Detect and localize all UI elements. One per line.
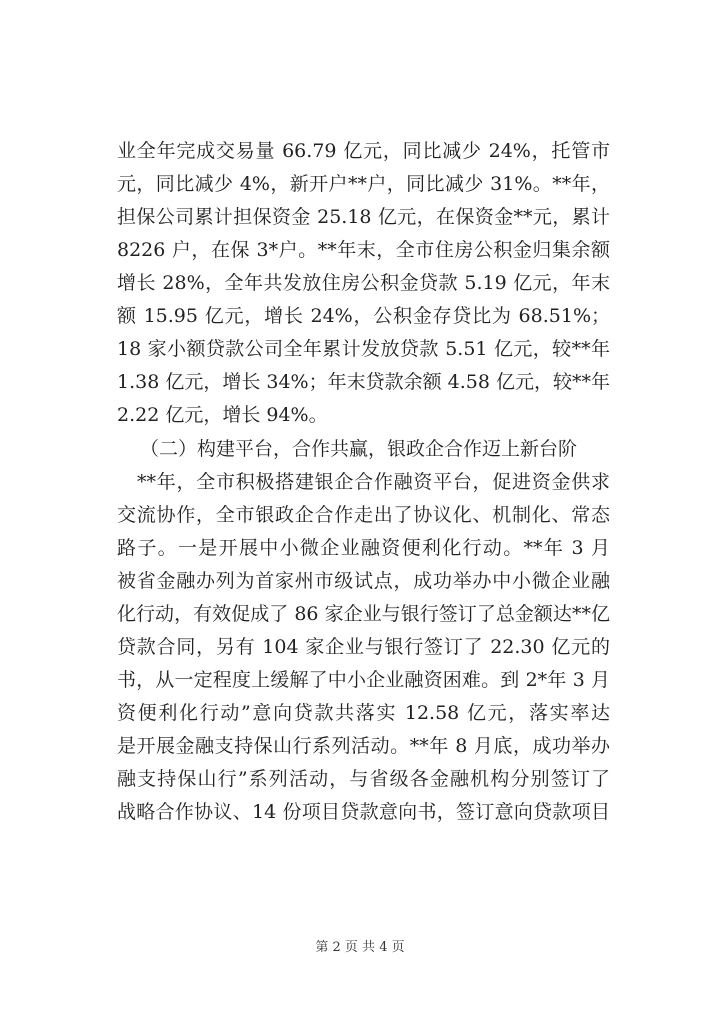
paragraph-line: 元，同比减少 4%，新开户**户，同比减少 31%。**年， (117, 173, 610, 195)
paragraph-line: 交流协作，全市银政企合作走出了协议化、机制化、常态 (117, 504, 610, 526)
paragraph-line: 1.38 亿元，增长 34%；年末贷款余额 4.58 亿元，较**年 (117, 371, 610, 393)
paragraph-line: **年，全市积极搭建银企合作融资平台，促进资金供求 (137, 471, 610, 493)
paragraph-line: 书，从一定程度上缓解了中小企业融资困难。到 2*年 3 月 (117, 669, 610, 691)
paragraph-line: 资便利化行动”意向贷款共落实 12.58 亿元，落实率达 (117, 702, 610, 724)
paragraph-line: 担保公司累计担保资金 25.18 亿元，在保资金**元，累计 (117, 206, 610, 228)
paragraph-line: 额 15.95 亿元，增长 24%，公积金存贷比为 68.51%； (117, 305, 610, 327)
paragraph-line: 战略合作协议、14 份项目贷款意向书，签订意向贷款项目 (117, 801, 610, 823)
paragraph-line: 融支持保山行”系列活动，与省级各金融机构分别签订了 (117, 768, 610, 790)
paragraph-line: 化行动，有效促成了 86 家企业与银行签订了总金额达**亿 (117, 603, 610, 625)
page-number: 第 2 页 共 4 页 (315, 940, 405, 955)
paragraph-line: 18 家小额贷款公司全年累计发放贷款 5.51 亿元，较**年 (117, 338, 610, 360)
paragraph-line: 被省金融办列为首家州市级试点，成功举办中小微企业融 (117, 570, 610, 592)
paragraph-line: 是开展金融支持保山行系列活动。**年 8 月底，成功举办 (117, 735, 610, 757)
paragraph-line: 2.22 亿元，增长 94%。 (117, 404, 328, 426)
paragraph-line: 8226 户，在保 3*户。**年末，全市住房公积金归集余额 (117, 239, 610, 261)
paragraph-line: 增长 28%，全年共发放住房公积金贷款 5.19 亿元，年末 (117, 272, 610, 294)
paragraph-line: 业全年完成交易量 66.79 亿元，同比减少 24%，托管市 (117, 140, 610, 162)
paragraph-line: 贷款合同，另有 104 家企业与银行签订了 22.30 亿元的 (117, 636, 610, 658)
paragraph-line: 路子。一是开展中小微企业融资便利化行动。**年 3 月 (117, 537, 610, 559)
section-heading: （二）构建平台，合作共赢，银政企合作迈上新台阶 (140, 438, 578, 460)
